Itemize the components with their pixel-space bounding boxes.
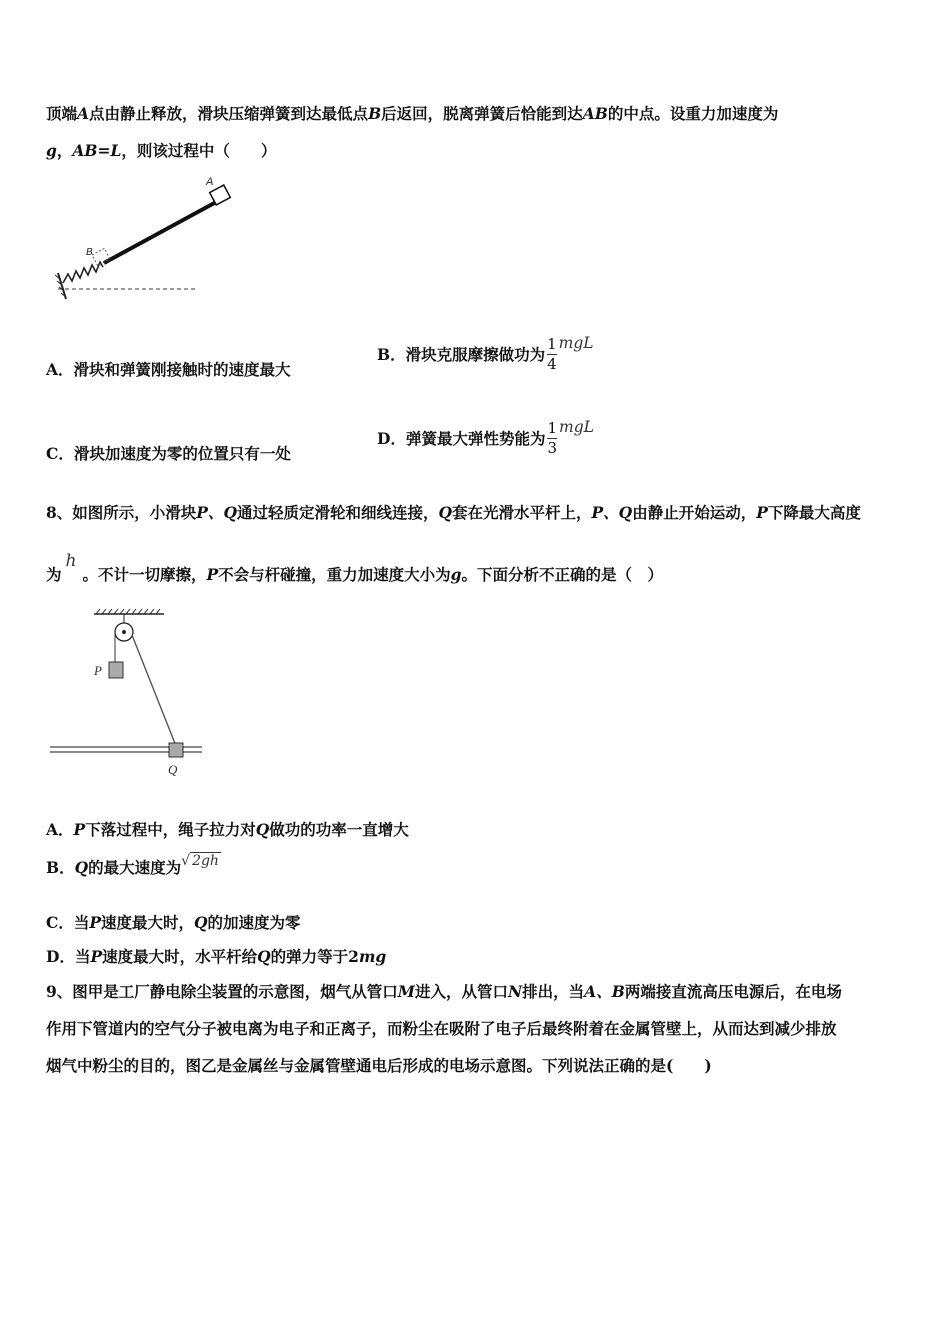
- var-h: h: [65, 551, 77, 571]
- text: D．当: [46, 947, 91, 966]
- q9-text-line-2: [46, 1017, 837, 1039]
- q7-option-c[interactable]: [46, 442, 291, 464]
- text: 后返回，脱离弹簧后恰能到达: [381, 104, 583, 123]
- var-pq: P、Q: [591, 503, 633, 522]
- text: 下降最大高度: [767, 503, 861, 522]
- option-text: C．滑块加速度为零的位置只有一处: [46, 444, 291, 463]
- var-n: N: [507, 982, 523, 1001]
- var-b: B: [368, 104, 382, 123]
- q8-text-line-1: [46, 501, 861, 523]
- q8-option-a[interactable]: [46, 818, 409, 840]
- text: 8、如图所示，小滑块: [46, 503, 197, 522]
- q7-option-d[interactable]: [377, 418, 594, 456]
- text: 。下面分析不正确的是（ ）: [461, 565, 664, 584]
- var-mg: mg: [358, 947, 387, 966]
- fraction: $\frac{1}{3}$: [547, 418, 557, 457]
- text: 做功的功率一直增大: [269, 820, 409, 839]
- q7-option-b[interactable]: [377, 334, 594, 372]
- var-g: g: [46, 141, 57, 160]
- q8-text-line-2: [46, 551, 664, 585]
- var-p: P: [73, 820, 86, 839]
- var-q: Q: [194, 913, 208, 932]
- text: 两端接直流高压电源后，在电场: [624, 982, 842, 1001]
- text: 排出，当: [522, 982, 585, 1001]
- text: 速度最大时，水平杆给: [102, 947, 258, 966]
- var-ab-eq-l: AB=L: [72, 141, 122, 160]
- text: 的最大速度为: [88, 858, 182, 877]
- q8-pulley-figure: [46, 604, 216, 784]
- text: B．: [46, 858, 75, 877]
- q9-text-line-3: [46, 1054, 712, 1076]
- q7-label-b: B: [86, 247, 93, 258]
- text: 顶端: [46, 104, 78, 123]
- q9-text-line-1: [46, 980, 842, 1002]
- q8-label-q: Q: [168, 762, 178, 777]
- text: 。不计一切摩擦，: [82, 565, 207, 584]
- var-g: g: [450, 565, 462, 584]
- q7-incline-figure: [46, 175, 246, 310]
- text: 点由静止释放，滑块压缩弹簧到达最低点: [89, 104, 369, 123]
- var-ab: AB: [582, 104, 608, 123]
- text: 2: [348, 947, 359, 966]
- option-text: D．弹簧最大弹性势能为: [377, 429, 546, 448]
- option-text: B．滑块克服摩擦做功为: [377, 345, 546, 364]
- var-a: A: [77, 104, 90, 123]
- var-q: Q: [438, 503, 452, 522]
- text: 进入，从管口: [414, 982, 508, 1001]
- text: 套在光滑水平杆上，: [452, 503, 592, 522]
- q8-option-b[interactable]: [46, 853, 221, 878]
- var-q: Q: [255, 820, 270, 839]
- q7-label-a: A: [206, 176, 214, 188]
- text: 下落过程中，绳子拉力对: [85, 820, 256, 839]
- option-text: A．滑块和弹簧刚接触时的速度最大: [46, 360, 291, 379]
- var-p: P: [206, 565, 219, 584]
- var-p: P: [90, 947, 103, 966]
- math-expr: mgL: [558, 334, 594, 352]
- var-pq: P、Q: [196, 503, 237, 522]
- text: ，则该过程中（ ）: [121, 141, 277, 160]
- text: A．: [46, 820, 74, 839]
- text: 作用下管道内的空气分子被电离为电子和正离子，而粉尘在吸附了电子后最终附着在金属管壁上，从而达到减少排放: [46, 1019, 837, 1038]
- text: 通过轻质定滑轮和细线连接，: [236, 503, 439, 522]
- text: 不会与杆碰撞，重力加速度大小为: [218, 565, 451, 584]
- sqrt-expr: √ 2gh: [181, 853, 219, 869]
- q8-option-c[interactable]: [46, 911, 301, 933]
- text: 的加速度为零: [207, 913, 301, 932]
- var-p: P: [89, 913, 101, 932]
- text: C．当: [46, 913, 90, 932]
- q7-option-a[interactable]: [46, 358, 291, 380]
- text: 为: [46, 565, 62, 584]
- text: 速度最大时，: [101, 913, 195, 932]
- text: 烟气中粉尘的目的，图乙是金属丝与金属管壁通电后形成的电场示意图。下列说法正确的是( ): [46, 1056, 712, 1075]
- q7-text-line-2: [46, 139, 276, 161]
- var-ab: A、B: [584, 982, 625, 1001]
- text: 由静止开始运动，: [632, 503, 757, 522]
- text: ，: [56, 141, 73, 160]
- var-m: M: [397, 982, 415, 1001]
- var-q: Q: [74, 858, 89, 877]
- text: 的中点。设重力加速度为: [607, 104, 779, 123]
- text: 的弹力等于: [270, 947, 349, 966]
- fraction: $\frac{1}{4}$: [547, 334, 557, 373]
- q8-option-d[interactable]: [46, 945, 386, 967]
- text: 9、图甲是工厂静电除尘装置的示意图，烟气从管口: [46, 982, 398, 1001]
- q8-label-p: P: [94, 663, 102, 678]
- var-p: P: [756, 503, 768, 522]
- q7-text-line-1: [46, 102, 778, 124]
- var-q: Q: [257, 947, 271, 966]
- math-expr: mgL: [559, 418, 594, 436]
